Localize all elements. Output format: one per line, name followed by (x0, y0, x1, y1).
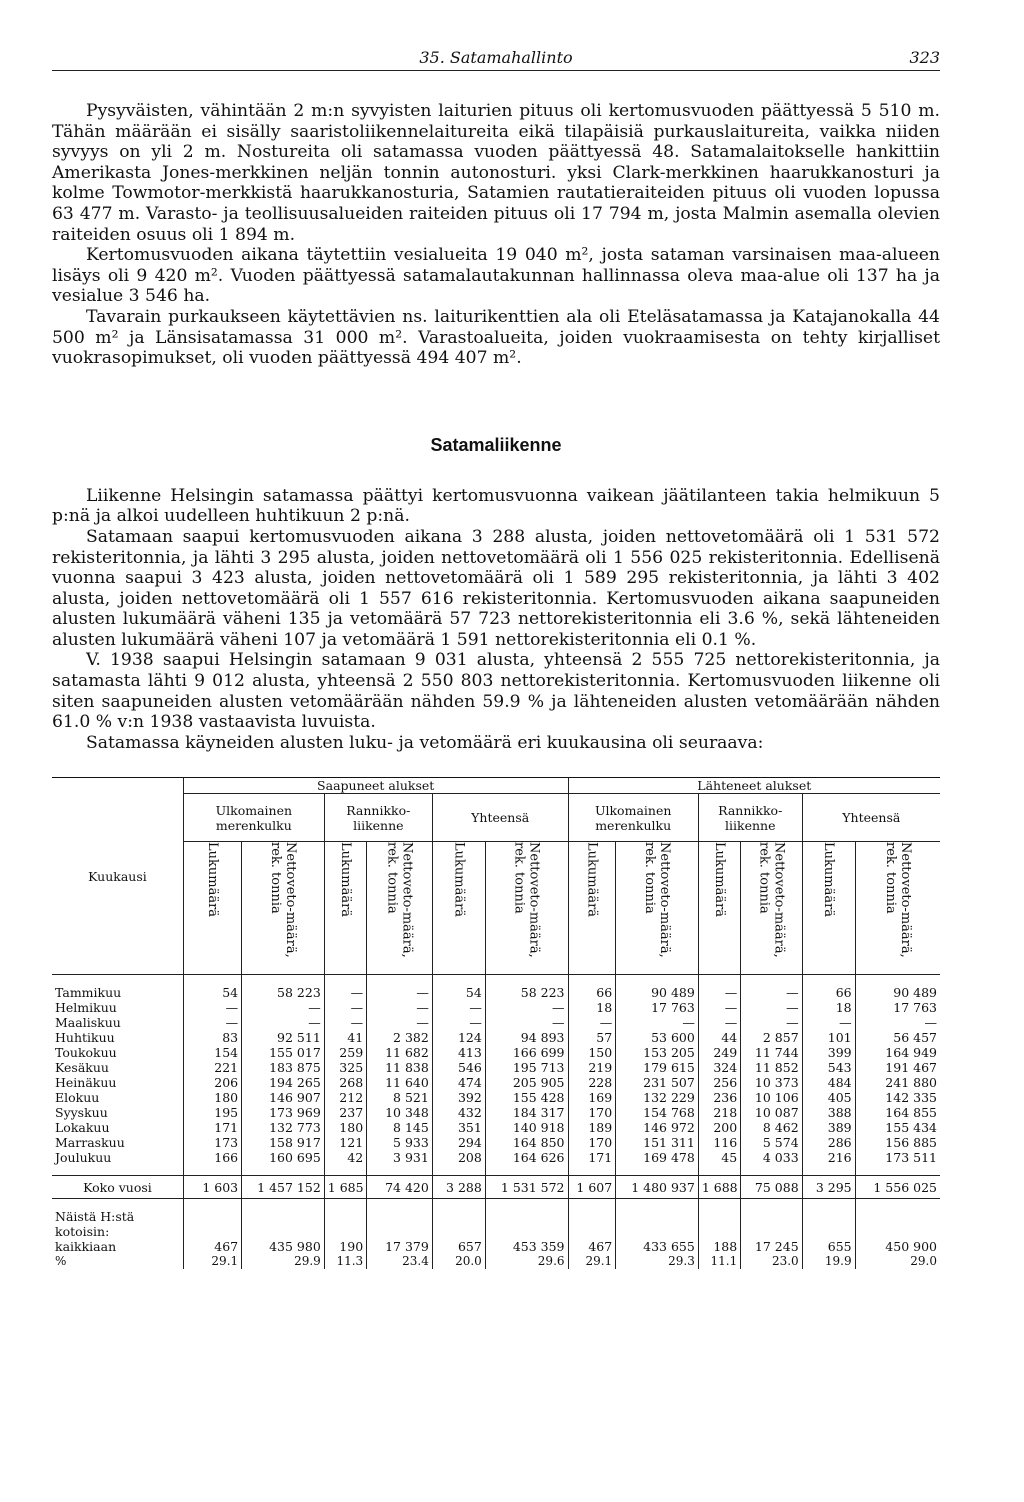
row-label: Kesäkuu (52, 1060, 183, 1075)
row-label: Lokakuu (52, 1120, 183, 1135)
table-cell: 190 (324, 1239, 366, 1254)
table-cell: 241 880 (885, 1075, 937, 1091)
table-cell: 546 (432, 1060, 485, 1075)
table-cell: 184 317 (485, 1105, 568, 1120)
row-label: Tammikuu (52, 985, 183, 1000)
table-cell: 324 (698, 1060, 740, 1075)
table-cell: 286 (802, 1135, 855, 1150)
table-cell: 484 (802, 1075, 855, 1090)
table-row (52, 1176, 940, 1199)
table-cell: 433 655 (616, 1239, 699, 1254)
table-cell: 2 382 (367, 1030, 433, 1045)
table-cell: 92 511 (242, 1030, 325, 1045)
table-cell: 467 (568, 1239, 616, 1254)
table-row (52, 1150, 940, 1165)
row-label: Helmikuu (52, 1000, 183, 1015)
table-cell: 164 626 (485, 1150, 568, 1165)
table-cell: 413 (432, 1045, 485, 1060)
table-cell: — (324, 985, 366, 1000)
table-cell (855, 1209, 940, 1224)
table-cell: 171 (183, 1120, 241, 1135)
running-header (52, 40, 940, 71)
table-cell (855, 1224, 940, 1239)
table-cell: — (324, 1000, 366, 1015)
table-cell: 44 (698, 1030, 740, 1045)
table-cell: 11 744 (741, 1045, 802, 1060)
paragraph-table-intro: Satamassa käyneiden alusten luku- ja vetomäärä eri kuukausina oli seuraava: (86, 732, 764, 753)
table-cell: 164 949 (885, 1045, 937, 1061)
table-row (52, 1224, 940, 1239)
table-cell: 151 311 (616, 1135, 699, 1150)
arrived-group-header: Saapuneet alukset (183, 778, 568, 794)
table-cell: 19.9 (802, 1254, 855, 1269)
table-cell: 219 (568, 1060, 616, 1075)
table-cell: 467 (183, 1239, 241, 1254)
table-cell: — (616, 1015, 699, 1030)
table-cell: 29.6 (485, 1254, 568, 1269)
table-cell: 218 (698, 1105, 740, 1120)
table-cell (616, 1224, 699, 1239)
table-cell: 11 852 (741, 1060, 802, 1075)
table-cell: 200 (698, 1120, 740, 1135)
table-cell: 657 (432, 1239, 485, 1254)
table-cell: 23.0 (741, 1254, 802, 1269)
table-cell: 42 (324, 1150, 366, 1165)
table-cell (485, 1224, 568, 1239)
table-cell: 140 918 (485, 1120, 568, 1135)
table-cell: 11 640 (367, 1075, 433, 1090)
table-cell: 1 457 152 (242, 1176, 325, 1199)
table-cell: 183 875 (242, 1060, 325, 1075)
table-cell: 169 478 (616, 1150, 699, 1165)
table-cell: 10 373 (741, 1075, 802, 1090)
table-cell: 8 521 (367, 1090, 433, 1105)
page-number: 323 (909, 48, 940, 67)
table-cell: 170 (568, 1105, 616, 1120)
count-header: Lukumäärä (432, 842, 485, 975)
table-row (52, 1000, 940, 1015)
row-label: Näistä H:stä (52, 1209, 183, 1224)
row-label: Syyskuu (52, 1105, 183, 1120)
table-cell: — (698, 985, 740, 1000)
table-cell: 1 603 (183, 1176, 241, 1199)
table-cell: 23.4 (367, 1254, 433, 1269)
row-label: Heinäkuu (52, 1075, 183, 1090)
row-label: % (52, 1254, 183, 1269)
table-cell: — (924, 1015, 937, 1031)
row-label: Joulukuu (52, 1150, 183, 1165)
count-header: Lukumäärä (324, 842, 366, 975)
table-cell: 17 379 (367, 1239, 433, 1254)
table-cell: 169 (568, 1090, 616, 1105)
table-cell: — (741, 985, 802, 1000)
table-cell: 11 682 (367, 1045, 433, 1060)
tonnage-header: Nettoveto-määrä, rek. tonnia (242, 842, 325, 975)
table-row (52, 1135, 940, 1150)
table-cell: 132 229 (616, 1090, 699, 1105)
table-cell: — (698, 1000, 740, 1015)
table-cell: 94 893 (485, 1030, 568, 1045)
arrived-foreign-header: Ulkomainen merenkulku (183, 794, 324, 842)
table-cell: 17 763 (616, 1000, 699, 1015)
table-cell (324, 1209, 366, 1224)
table-cell: 66 (802, 985, 855, 1000)
table-cell: — (741, 1015, 802, 1030)
table-cell: — (568, 1015, 616, 1030)
table-cell: 121 (324, 1135, 366, 1150)
table-cell: 188 (698, 1239, 740, 1254)
table-cell: 189 (568, 1120, 616, 1135)
table-row (52, 1015, 940, 1030)
paragraph-ice: Liikenne Helsingin satamassa päättyi kertomusvuonna vaikean jäätilanteen takia helmikuun 5 p:nä ja alkoi uudelleen huhtikuun 2 p:nä. (52, 485, 940, 527)
table-cell: 11 838 (367, 1060, 433, 1075)
table-cell (568, 1224, 616, 1239)
table-cell: 17 245 (741, 1239, 802, 1254)
table-cell: 432 (432, 1105, 485, 1120)
table-cell: 155 017 (242, 1045, 325, 1060)
table-cell: — (485, 1000, 568, 1015)
tonnage-header: Nettoveto-määrä, rek. tonnia (855, 842, 940, 975)
table-cell: 164 855 (885, 1105, 937, 1121)
departed-foreign-header: Ulkomainen merenkulku (568, 794, 698, 842)
table-cell: 58 223 (242, 985, 325, 1000)
table-cell: 3 295 (802, 1176, 855, 1199)
table-cell: 180 (324, 1120, 366, 1135)
row-label: Toukokuu (52, 1045, 183, 1060)
table-cell: 17 763 (893, 1000, 937, 1016)
tonnage-header: Nettoveto-määrä, rek. tonnia (741, 842, 802, 975)
table-cell (242, 1224, 325, 1239)
table-cell: 392 (432, 1090, 485, 1105)
table-cell (432, 1209, 485, 1224)
table-cell (367, 1209, 433, 1224)
table-cell: 57 (568, 1030, 616, 1045)
table-cell: 5 574 (741, 1135, 802, 1150)
table-cell: 173 511 (885, 1150, 937, 1166)
table-cell (485, 1209, 568, 1224)
table-cell: — (741, 1000, 802, 1015)
table-cell: 1 531 572 (485, 1176, 568, 1199)
table-cell: 212 (324, 1090, 366, 1105)
table-cell: 221 (183, 1060, 241, 1075)
section-heading: 35. Satamahallinto (419, 48, 573, 67)
table-row (52, 1120, 940, 1135)
table-cell: 453 359 (485, 1239, 568, 1254)
departed-coastal-header: Rannikko-liikenne (698, 794, 802, 842)
table-cell: 155 428 (485, 1090, 568, 1105)
table-cell: 179 615 (616, 1060, 699, 1075)
paragraph-storage-areas: Tavarain purkaukseen käytettävien ns. laiturikenttien ala oli Eteläsatamassa ja Katajanokalla 44 500 m² ja Länsisatamassa 31 000 m². Varastoalueita, joiden vuokraamisesta on tehty kirjalliset vuokrasopimukset, oli vuoden päättyessä 494 407 m². (52, 306, 940, 369)
table-cell: 1 685 (324, 1176, 366, 1199)
table-cell: 205 905 (485, 1075, 568, 1090)
table-cell: 75 088 (741, 1176, 802, 1199)
table-body (52, 975, 940, 1270)
table-cell: 173 969 (242, 1105, 325, 1120)
table-cell (242, 1209, 325, 1224)
table-cell: 10 106 (741, 1090, 802, 1105)
tonnage-header: Nettoveto-määrä, rek. tonnia (616, 842, 699, 975)
row-label: kaikkiaan (52, 1239, 183, 1254)
table-cell: 170 (568, 1135, 616, 1150)
table-cell: 146 907 (242, 1090, 325, 1105)
tonnage-header: Nettoveto-määrä, rek. tonnia (367, 842, 433, 975)
table-cell: 11.1 (698, 1254, 740, 1269)
table-cell: 206 (183, 1075, 241, 1090)
table-cell (324, 1224, 366, 1239)
page (52, 40, 940, 1269)
table-cell: 41 (324, 1030, 366, 1045)
table-cell: 66 (568, 985, 616, 1000)
table-cell: — (367, 1015, 433, 1030)
table-cell (698, 1224, 740, 1239)
table-row (52, 1209, 940, 1224)
paragraph-arrivals: Satamaan saapui kertomusvuoden aikana 3 288 alusta, joiden nettovetomäärä oli 1 531 572 rekisteritonnia, ja lähti 3 295 alusta, joiden nettovetomäärä oli 1 556 025 rekisteritonnia. Edellisenä vuonna saapui 3 423 alusta, joiden nettovetomäärä oli 1 589 295 rekisteritonnia, ja lähti 3 402 alusta, joiden nettovetomäärä oli 1 557 616 rekisteritonnia. Kertomusvuoden aikana saapuneiden alusten lukumäärä väheni 135 ja vetomäärä 57 723 nettorekisteritonnia eli 3.6 %, sekä lähteneiden alusten lukumäärä väheni 107 ja vetomäärä 1 591 nettorekisteritonnia eli 0.1 %. (52, 526, 940, 650)
table-cell: 74 420 (367, 1176, 433, 1199)
table-cell (616, 1209, 699, 1224)
table-cell: 256 (698, 1075, 740, 1090)
table-cell: 166 (183, 1150, 241, 1165)
table-cell: — (242, 1000, 325, 1015)
table-cell: — (242, 1015, 325, 1030)
table-cell: 351 (432, 1120, 485, 1135)
table-cell: 543 (802, 1060, 855, 1075)
table-cell: — (802, 1015, 855, 1030)
row-label: Koko vuosi (52, 1176, 183, 1199)
monthly-traffic-table (52, 777, 940, 1269)
table-cell: — (432, 1000, 485, 1015)
table-cell (741, 1209, 802, 1224)
table-cell (802, 1224, 855, 1239)
row-label: Maaliskuu (52, 1015, 183, 1030)
table-cell: 156 885 (885, 1135, 937, 1151)
table-cell: 29.0 (910, 1254, 937, 1269)
departed-total-header: Yhteensä (802, 794, 940, 842)
table-cell: 180 (183, 1090, 241, 1105)
table-cell (183, 1209, 241, 1224)
table-cell: 160 695 (242, 1150, 325, 1165)
table-cell: 195 713 (485, 1060, 568, 1075)
table-cell: 101 (802, 1030, 855, 1045)
section-title: Satamaliikenne (430, 434, 562, 455)
table-cell: 195 (183, 1105, 241, 1120)
table-cell: 259 (324, 1045, 366, 1060)
count-header: Lukumäärä (802, 842, 855, 975)
table-cell: 450 900 (885, 1239, 937, 1255)
table-cell: 3 288 (432, 1176, 485, 1199)
table-cell: 10 087 (741, 1105, 802, 1120)
table-cell: 29.3 (616, 1254, 699, 1269)
table-row (52, 1045, 940, 1060)
row-label: Huhtikuu (52, 1030, 183, 1045)
table-cell: 171 (568, 1150, 616, 1165)
month-column-header: Kuukausi (52, 778, 183, 975)
table-cell: — (183, 1015, 241, 1030)
table-cell (568, 1209, 616, 1224)
table-cell: 116 (698, 1135, 740, 1150)
table-cell: 54 (432, 985, 485, 1000)
table-cell: 388 (802, 1105, 855, 1120)
row-label: Elokuu (52, 1090, 183, 1105)
table-cell: 399 (802, 1045, 855, 1060)
table-cell: 142 335 (885, 1090, 937, 1106)
count-header: Lukumäärä (183, 842, 241, 975)
table-cell: 166 699 (485, 1045, 568, 1060)
table-cell: 4 033 (741, 1150, 802, 1165)
table-cell: 8 145 (367, 1120, 433, 1135)
table-cell: 29.1 (183, 1254, 241, 1269)
table-cell: 237 (324, 1105, 366, 1120)
table-cell: 155 434 (885, 1120, 937, 1136)
table-cell: 58 223 (485, 985, 568, 1000)
table-cell: 153 205 (616, 1045, 699, 1060)
table-cell: 18 (802, 1000, 855, 1015)
table-row (52, 1105, 940, 1120)
table-cell: 474 (432, 1075, 485, 1090)
table-cell: 208 (432, 1150, 485, 1165)
table-cell: — (367, 985, 433, 1000)
table-cell: 389 (802, 1120, 855, 1135)
table-cell: 124 (432, 1030, 485, 1045)
table-cell (698, 1209, 740, 1224)
table-cell: 216 (802, 1150, 855, 1165)
table-cell: — (698, 1015, 740, 1030)
departed-group-header: Lähteneet alukset (568, 778, 940, 794)
table-cell (802, 1209, 855, 1224)
table-cell: — (432, 1015, 485, 1030)
arrived-total-header: Yhteensä (432, 794, 568, 842)
table-cell: 20.0 (432, 1254, 485, 1269)
table-cell: 164 850 (485, 1135, 568, 1150)
table-cell: 158 917 (242, 1135, 325, 1150)
table-cell: 56 457 (893, 1030, 937, 1046)
table-cell: 11.3 (324, 1254, 366, 1269)
table-cell: 53 600 (616, 1030, 699, 1045)
table-cell: 10 348 (367, 1105, 433, 1120)
arrived-coastal-header: Rannikko-liikenne (324, 794, 432, 842)
table-cell: 29.1 (568, 1254, 616, 1269)
table-cell (432, 1224, 485, 1239)
table-cell: — (367, 1000, 433, 1015)
table-cell: 655 (802, 1239, 855, 1254)
table-cell: — (183, 1000, 241, 1015)
table-cell: 231 507 (616, 1075, 699, 1090)
table-row (52, 1090, 940, 1105)
table-cell: 268 (324, 1075, 366, 1090)
table-cell: 154 768 (616, 1105, 699, 1120)
table-cell (741, 1224, 802, 1239)
table-cell: 194 265 (242, 1075, 325, 1090)
paragraph-quays: Pysyväisten, vähintään 2 m:n syvyisten laiturien pituus oli kertomusvuoden päättyessä 5 510 m. Tähän määrään ei sisälly saaristoliikennelaitureita eikä tilapäisiä purkauslaitureita, vaikka niiden syvyys on yli 2 m. Nostureita oli satamassa vuoden päättyessä 48. Satamalaitokselle hankittiin Amerikasta Jones-merkkinen neljän tonnin autonosturi. yksi Clark-merkkinen haarukkanosturi ja kolme Towmotor-merkkistä haarukkanosturia, Satamien rautatieraiteiden pituus oli vuoden lopussa 63 477 m. Varasto- ja teollisuusalueiden raiteiden pituus oli 17 794 m, josta Malmin asemalla olevien raiteiden osuus oli 1 894 m. (52, 101, 940, 245)
table-cell: 150 (568, 1045, 616, 1060)
table-cell: 132 773 (242, 1120, 325, 1135)
table-cell: 54 (183, 985, 241, 1000)
table-cell: 2 857 (741, 1030, 802, 1045)
table-cell: 294 (432, 1135, 485, 1150)
table-cell: 83 (183, 1030, 241, 1045)
table-cell: — (324, 1015, 366, 1030)
table-cell: 325 (324, 1060, 366, 1075)
table-cell: 90 489 (616, 985, 699, 1000)
table-cell: 5 933 (367, 1135, 433, 1150)
table-row (52, 1060, 940, 1075)
table-row (52, 1254, 940, 1269)
row-label: kotoisin: (52, 1224, 183, 1239)
table-cell: 1 480 937 (616, 1176, 699, 1199)
count-header: Lukumäärä (698, 842, 740, 975)
table-cell: 29.9 (242, 1254, 325, 1269)
table-row (52, 1239, 940, 1254)
table-cell (183, 1224, 241, 1239)
tonnage-header: Nettoveto-määrä, rek. tonnia (485, 842, 568, 975)
table-cell: 18 (568, 1000, 616, 1015)
table-cell: 1 607 (568, 1176, 616, 1199)
table-cell: 90 489 (893, 985, 937, 1001)
table-cell: 249 (698, 1045, 740, 1060)
table-cell (367, 1224, 433, 1239)
table-row (52, 1030, 940, 1045)
table-cell: 405 (802, 1090, 855, 1105)
table-cell: 1 556 025 (855, 1176, 940, 1199)
table-cell: 154 (183, 1045, 241, 1060)
row-label: Marraskuu (52, 1135, 183, 1150)
table-cell: — (485, 1015, 568, 1030)
table-row (52, 985, 940, 1000)
table-row (52, 1075, 940, 1090)
table-cell: 146 972 (616, 1120, 699, 1135)
table-cell: 228 (568, 1075, 616, 1090)
table-cell: 3 931 (367, 1150, 433, 1165)
count-header: Lukumäärä (568, 842, 616, 975)
table-cell: 1 688 (698, 1176, 740, 1199)
table-cell: 435 980 (242, 1239, 325, 1254)
table-cell: 191 467 (885, 1060, 937, 1076)
paragraph-water-areas: Kertomusvuoden aikana täytettiin vesialueita 19 040 m², josta sataman varsinaisen maa-alueen lisäys oli 9 420 m². Vuoden päättyessä satamalautakunnan hallinnassa oleva maa-alue oli 137 ha ja vesialue 3 546 ha. (52, 245, 940, 307)
table-cell: 236 (698, 1090, 740, 1105)
table-cell: 8 462 (741, 1120, 802, 1135)
paragraph-1938: V. 1938 saapui Helsingin satamaan 9 031 alusta, yhteensä 2 555 725 nettorekisteritonnia, ja satamasta lähti 9 012 alusta, yhteensä 2 550 803 nettorekisteritonnia. Kertomusvuoden liikenne oli siten saapuneiden alusten vetomäärään nähden 59.9 % ja lähteneiden alusten vetomäärään nähden 61.0 % v:n 1938 vastaavista luvuista. (52, 650, 940, 733)
table-cell: 45 (698, 1150, 740, 1165)
table-cell: 173 (183, 1135, 241, 1150)
